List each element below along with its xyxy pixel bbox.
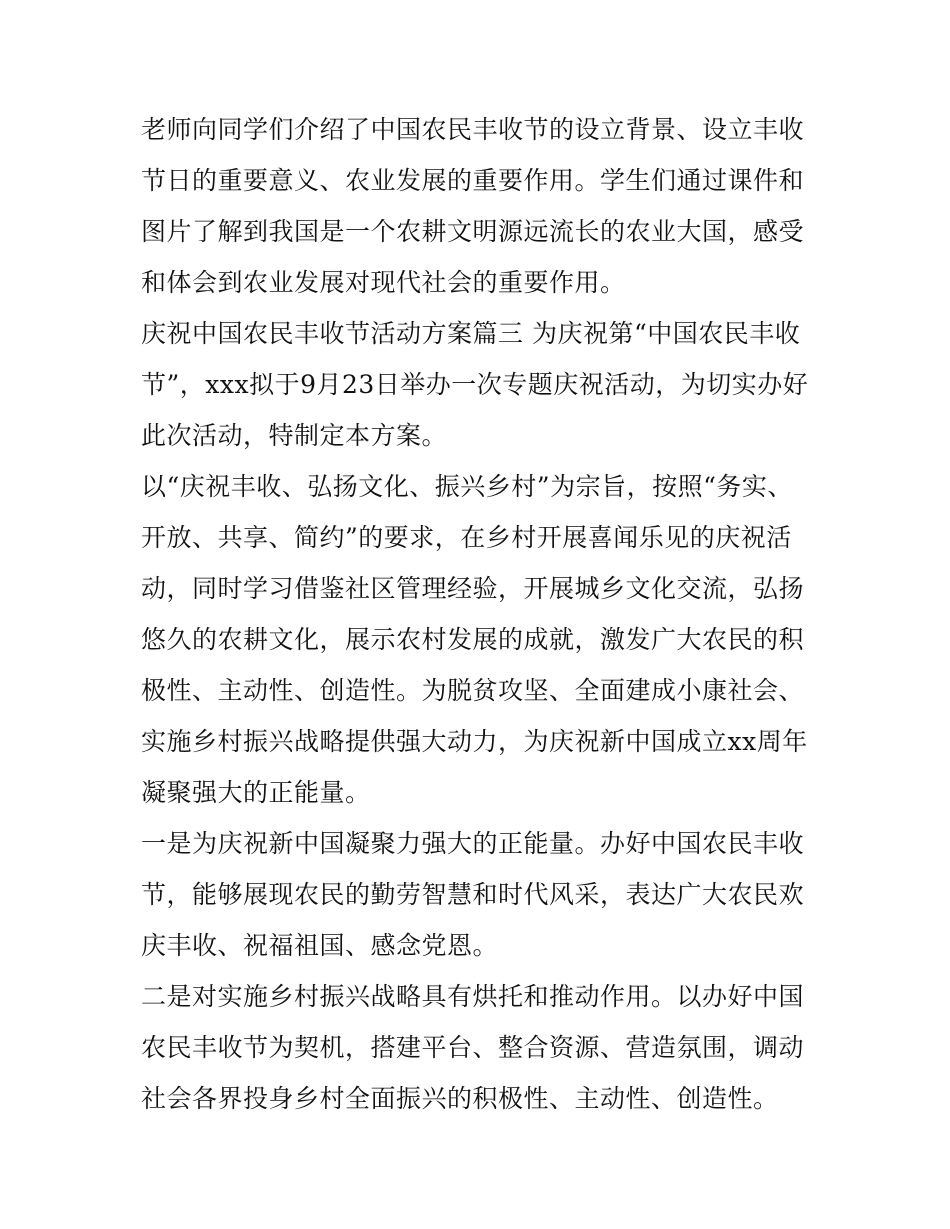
paragraph-point-one: 一是为庆祝新中国凝聚力强大的正能量。办好中国农民丰收节，能够展现农民的勤劳智慧和时代风采，表达广大农民欢庆丰收、祝福祖国、感念党恩。 (141, 829, 805, 960)
paragraph-plan-heading: 庆祝中国农民丰收节活动方案篇三 为庆祝第“中国农民丰收节”，xxx拟于9月23日举办一次专题庆祝活动，为切实办好此次活动，特制定本方案。 (141, 319, 809, 450)
paragraph-intro: 老师向同学们介绍了中国农民丰收节的设立背景、设立丰收节日的重要意义、农业发展的重要作用。学生们通过课件和图片了解到我国是一个农耕文明源远流长的农业大国，感受和体会到农业发展对现代社会的重要作用。 (141, 115, 805, 297)
paragraph-point-two: 二是对实施乡村振兴战略具有烘托和推动作用。以办好中国农民丰收节为契机，搭建平台、整合资源、营造氛围，调动社会各界投身乡村全面振兴的积极性、主动性、创造性。 (141, 982, 805, 1113)
document-body (141, 104, 813, 1124)
paragraph-purpose: 以“庆祝丰收、弘扬文化、振兴乡村”为宗旨，按照“务实、开放、共享、简约”的要求，在乡村开展喜闻乐见的庆祝活动，同时学习借鉴社区管理经验，开展城乡文化交流，弘扬悠久的农耕文化，展示农村发展的成就，激发广大农民的积极性、主动性、创造性。为脱贫攻坚、全面建成小康社会、实施乡村振兴战略提供强大动力，为庆祝新中国成立xx周年凝聚强大的正能量。 (141, 472, 808, 807)
